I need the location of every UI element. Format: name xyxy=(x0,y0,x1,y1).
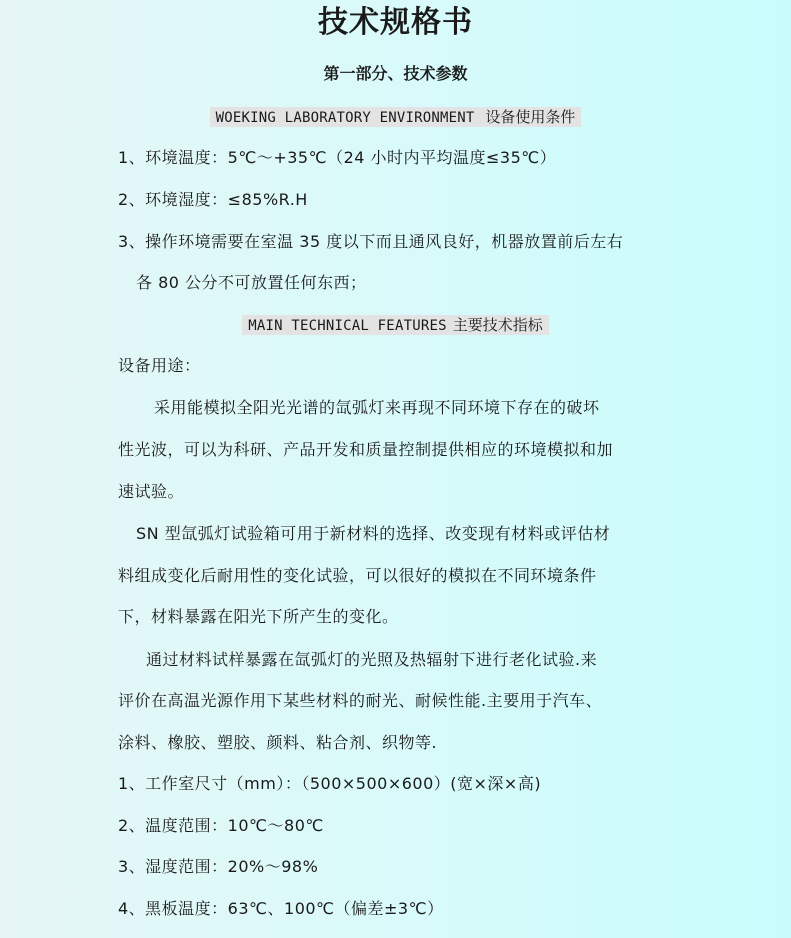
paragraph-line: 涂料、橡胶、塑胶、颜料、粘合剂、织物等. xyxy=(118,733,438,752)
document-subtitle: 第一部分、技术参数 xyxy=(323,64,468,83)
spec-item: 4、黑板温度：63℃、100℃（偏差±3℃） xyxy=(118,899,444,918)
section-heading-cn: 设备使用条件 xyxy=(482,107,578,127)
section-heading-cn: 主要技术指标 xyxy=(450,315,546,335)
condition-item: 3、操作环境需要在室温 35 度以下而且通风良好，机器放置前后左右 xyxy=(118,232,624,251)
paragraph-line: 采用能模拟全阳光光谱的氙弧灯来再现不同环境下存在的破坏 xyxy=(154,398,600,417)
paragraph-line: 下，材料暴露在阳光下所产生的变化。 xyxy=(118,607,399,626)
section-heading-features xyxy=(0,312,791,339)
paragraph-line: SN 型氙弧灯试验箱可用于新材料的选择、改变现有材料或评估材 xyxy=(136,524,611,543)
paragraph-line: 评价在高温光源作用下某些材料的耐光、耐候性能.主要用于汽车、 xyxy=(118,691,603,710)
paragraph-line: 速试验。 xyxy=(118,482,185,501)
spec-item: 1、工作室尺寸（mm）：（500×500×600）(宽×深×高) xyxy=(118,774,542,793)
section-heading-en: MAIN TECHNICAL FEATURES xyxy=(245,317,449,335)
section-heading-conditions xyxy=(0,104,791,131)
paragraph-line: 料组成变化后耐用性的变化试验，可以很好的模拟在不同环境条件 xyxy=(118,566,597,585)
condition-item: 1、环境温度：5℃～+35℃（24 小时内平均温度≤35℃） xyxy=(118,148,557,167)
document-title: 技术规格书 xyxy=(318,5,473,40)
spec-item: 2、温度范围：10℃～80℃ xyxy=(118,816,324,835)
condition-item: 2、环境湿度：≤85%R.H xyxy=(118,190,308,209)
usage-label: 设备用途： xyxy=(118,356,201,375)
paragraph-line: 性光波，可以为科研、产品开发和质量控制提供相应的环境模拟和加 xyxy=(118,440,614,459)
section-heading-en: WOEKING LABORATORY ENVIRONMENT xyxy=(213,109,478,127)
condition-item: 各 80 公分不可放置任何东西； xyxy=(136,273,367,292)
spec-item: 3、湿度范围：20%～98% xyxy=(118,857,319,876)
paragraph-line: 通过材料试样暴露在氙弧灯的光照及热辐射下进行老化试验.来 xyxy=(146,650,598,669)
